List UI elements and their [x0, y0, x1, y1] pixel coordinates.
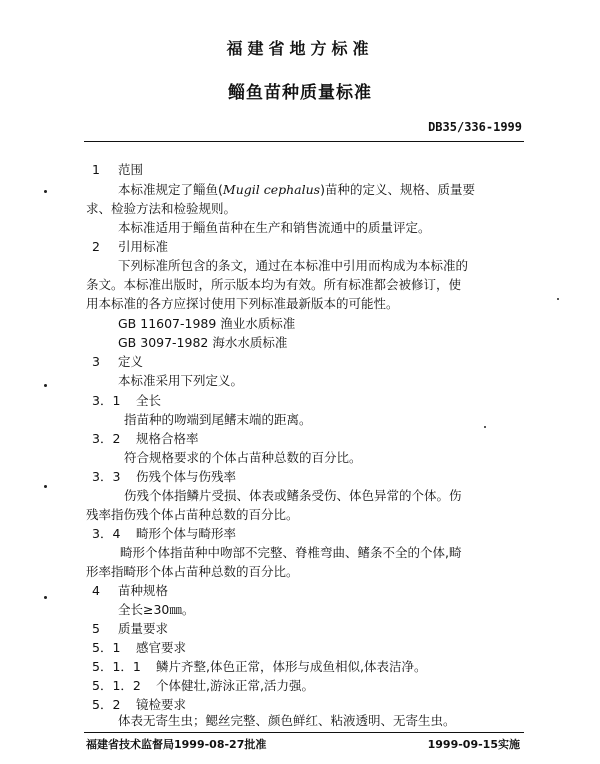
paragraph-line: 条文。本标准出版时，所示版本均为有效。所有标准都会被修订，使	[86, 277, 462, 292]
paragraph-line: 求、检验方法和检验规则。	[86, 201, 237, 216]
document-title: 鲻鱼苗种质量标准	[228, 83, 372, 103]
section-3-heading	[92, 354, 143, 370]
subsection-3-4-heading	[92, 526, 236, 542]
section-label: 镜检要求	[136, 697, 187, 712]
reference-standard: GB 3097-1982 海水水质标准	[118, 335, 288, 350]
section-label: 感官要求	[136, 640, 187, 655]
paragraph-line	[118, 182, 475, 198]
section-label: 全长	[136, 393, 162, 408]
scan-speck	[44, 384, 47, 387]
section-label: 鳞片齐整,体色正常，体形与成鱼相似,体表洁净。	[156, 659, 427, 674]
section-2-heading	[92, 239, 168, 255]
paragraph-line: 用本标准的各方应探讨使用下列标准最新版本的可能性。	[86, 296, 399, 311]
section-number: 3．3	[92, 469, 121, 484]
paragraph-line: 指苗种的吻端到尾鳍末端的距离。	[124, 412, 312, 427]
section-number: 4	[92, 583, 100, 598]
section-label: 引用标准	[118, 239, 169, 254]
paragraph-line: 畸形个体指苗种中吻部不完整、脊椎弯曲、鳍条不全的个体,畸	[120, 545, 462, 560]
text-span: )苗种的定义、规格、质量要	[320, 182, 475, 197]
section-label: 伤残个体与伤残率	[136, 469, 237, 484]
subsection-5-1-heading	[92, 640, 186, 656]
section-number: 5．2	[92, 697, 121, 712]
scan-speck	[484, 426, 486, 428]
scan-speck	[557, 298, 559, 300]
section-number: 5	[92, 621, 100, 636]
paragraph-line: 全长≥30㎜。	[118, 602, 195, 617]
section-1-heading	[92, 162, 143, 178]
standard-header: 福建省地方标准	[226, 39, 374, 58]
section-label: 范围	[118, 162, 144, 177]
scan-speck	[44, 596, 47, 599]
scan-speck	[44, 190, 47, 193]
subsection-3-3-heading	[92, 469, 236, 485]
paragraph-line: 下列标准所包含的条文，通过在本标准中引用而构成为本标准的	[118, 258, 469, 273]
paragraph-line: 符合规格要求的个体占苗种总数的百分比。	[124, 450, 362, 465]
section-5-heading	[92, 621, 168, 637]
section-label: 畸形个体与畸形率	[136, 526, 237, 541]
paragraph-line: 体表无寄生虫；鳃丝完整、颜色鲜红、粘液透明、无寄生虫。	[118, 713, 456, 728]
footer-divider	[84, 732, 524, 733]
subsection-3-2-heading	[92, 431, 199, 447]
section-label: 规格合格率	[136, 431, 199, 446]
document-number: DB35/336-1999	[428, 120, 522, 134]
paragraph-line: 本标准适用于鲻鱼苗种在生产和销售流通中的质量评定。	[118, 220, 431, 235]
section-label: 定义	[118, 354, 144, 369]
section-label: 个体健壮,游泳正常,活力强。	[156, 678, 314, 693]
section-number: 5．1	[92, 640, 121, 655]
text-span: 本标准规定了鲻鱼(	[118, 182, 223, 197]
section-number: 3．4	[92, 526, 121, 541]
section-number: 3	[92, 354, 100, 369]
paragraph-line: 形率指畸形个体占苗种总数的百分比。	[86, 564, 299, 579]
subsection-3-1-heading	[92, 393, 161, 409]
scan-speck	[44, 485, 47, 488]
paragraph-line: 残率指伤残个体占苗种总数的百分比。	[86, 507, 299, 522]
section-number: 3．2	[92, 431, 121, 446]
paragraph-line: 本标准采用下列定义。	[118, 373, 244, 388]
section-number: 5．1．1	[92, 659, 141, 674]
subsection-5-1-1	[92, 659, 426, 675]
section-number: 2	[92, 239, 100, 254]
section-number: 5．1．2	[92, 678, 141, 693]
subsection-5-2-heading	[92, 697, 186, 713]
header-divider	[84, 141, 524, 142]
reference-standard: GB 11607-1989 渔业水质标准	[118, 316, 296, 331]
section-number: 1	[92, 162, 100, 177]
section-number: 3．1	[92, 393, 121, 408]
approval-note: 福建省技术监督局1999-08-27批准	[86, 738, 267, 751]
implementation-date: 1999-09-15实施	[427, 738, 520, 751]
paragraph-line: 伤残个体指鳞片受损、体表或鳍条受伤、体色异常的个体。伤	[124, 488, 462, 503]
section-label: 质量要求	[118, 621, 169, 636]
section-4-heading	[92, 583, 168, 599]
section-label: 苗种规格	[118, 583, 169, 598]
latin-name: Mugil cephalus	[222, 182, 321, 197]
subsection-5-1-2	[92, 678, 314, 694]
